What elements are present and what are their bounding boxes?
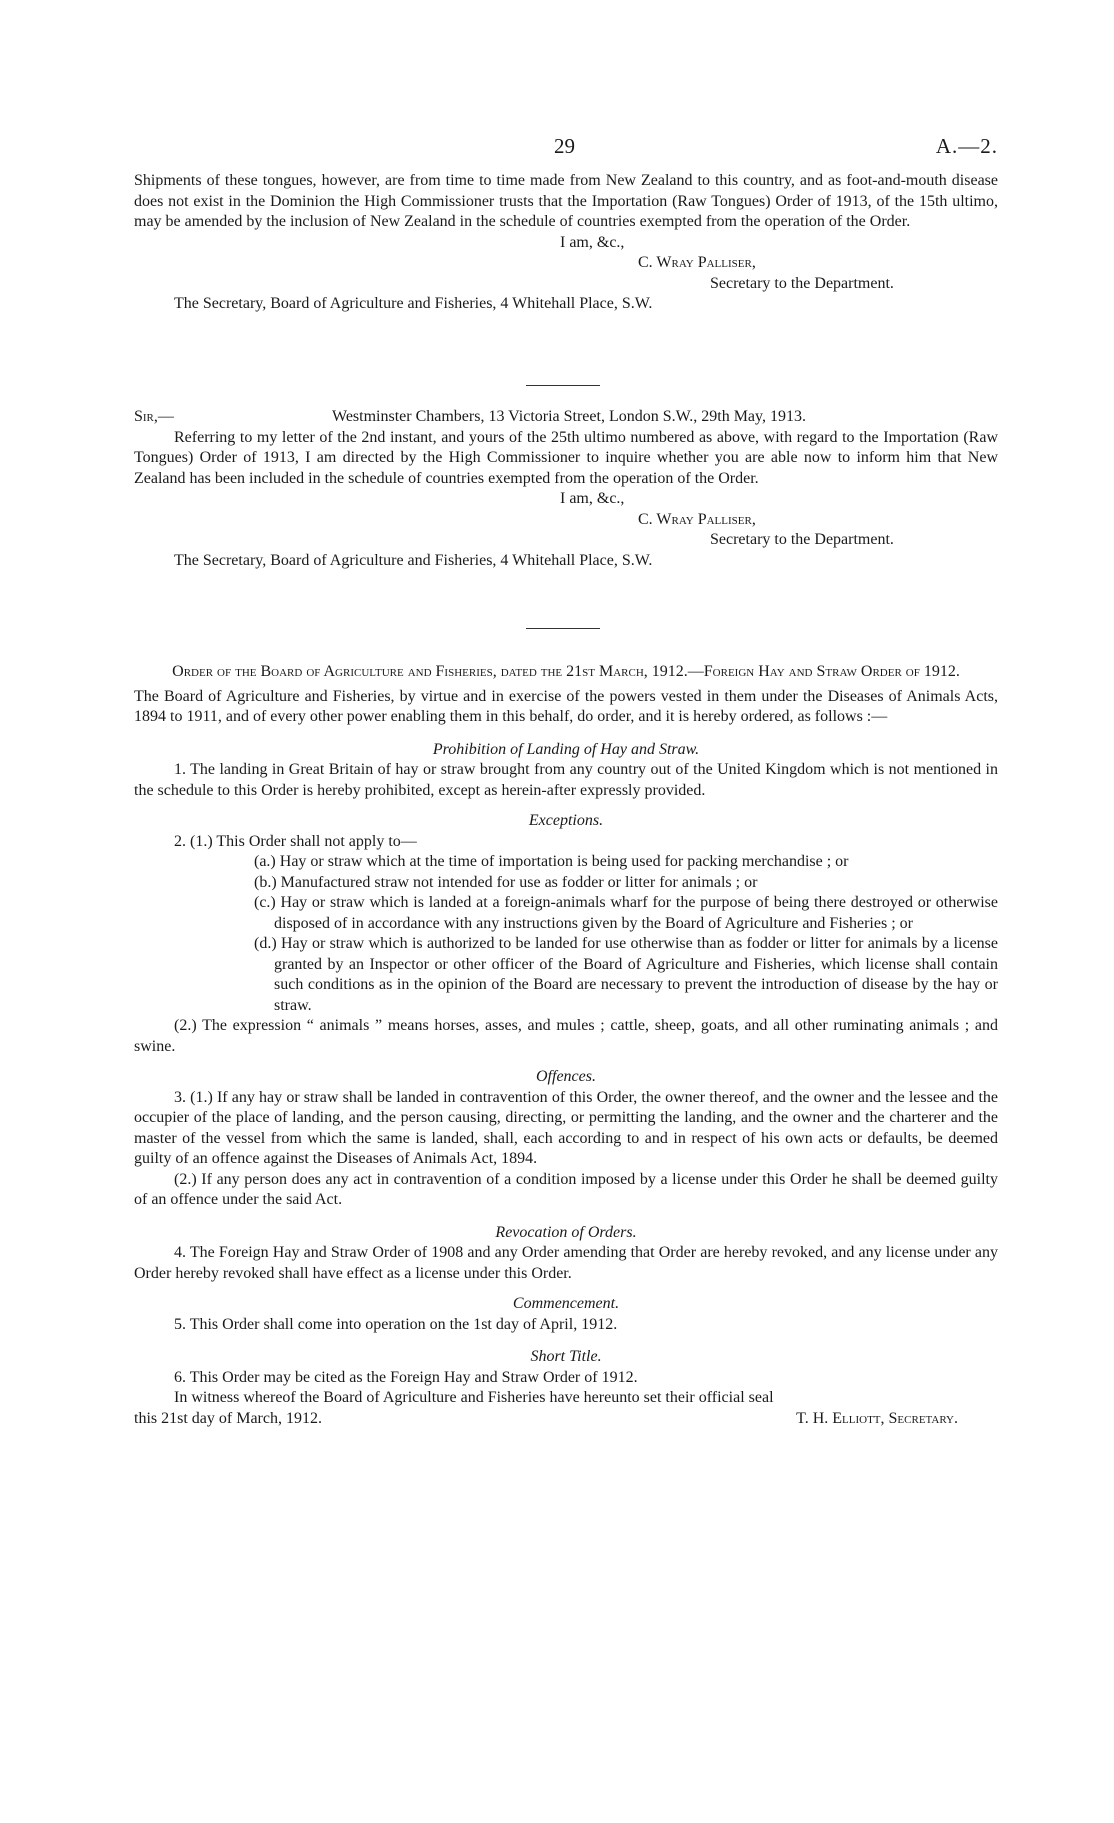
section-3-1: 3. (1.) If any hay or straw shall be landed in contravention of this Order, the owner thereof, and the owner and the lessee and the occupier of the place of landing, and the person causing, directing, or permitting the landing, and the owner and the charterer and the master of the vessel from which the same is landed, shall, each according to and in respect of his own acts or defaults, be deemed guilty of an offence against the Diseases of Animals Act, 1894.: [134, 1088, 998, 1167]
section-2-1: 2. (1.) This Order shall not apply to—: [174, 832, 417, 850]
section-2-d: (d.) Hay or straw which is authorized to be landed for use otherwise than as fodder or litter for animals by a license granted by an Inspector or other officer of the Board of Agriculture and Fisheries, which license shall contain such conditions as in the opinion of the Board are necessary to prevent the introduction of disease by the hay or straw.: [254, 935, 998, 1014]
section-2-2: (2.) The expression “ animals ” means horses, asses, and mules ; cattle, sheep, goats, and all other ruminating animals ; and swine.: [134, 1017, 998, 1055]
letter-1-signatory: C. Wray Palliser,: [638, 254, 756, 271]
letter-2-title: Secretary to the Department.: [710, 531, 894, 548]
section-4: 4. The Foreign Hay and Straw Order of 1908 and any Order amending that Order are hereby revoked, and any license under any Order hereby revoked shall have effect as a license under this Order.: [134, 1244, 998, 1282]
section-2-c: (c.) Hay or straw which is landed at a foreign-animals wharf for the purpose of being there destroyed or otherwise disposed of in accordance with any instructions given by the Board of Agriculture and Fisheries ; or: [254, 894, 998, 932]
document-reference: A.—2.: [935, 134, 998, 158]
order-preamble: The Board of Agriculture and Fisheries, by virtue and in exercise of the powers vested in them under the Diseases of Animals Acts, 1894 to 1911, and of every other power enabling them in this behalf, do order, and it is hereby ordered, as follows :—: [134, 687, 998, 725]
letter-2-addressee: The Secretary, Board of Agriculture and Fisheries, 4 Whitehall Place, S.W.: [174, 551, 653, 569]
heading-exceptions: Exceptions.: [528, 812, 604, 829]
page-number: 29: [554, 134, 575, 158]
section-divider: [526, 385, 600, 386]
heading-commencement: Commencement.: [512, 1295, 620, 1312]
section-3-2: (2.) If any person does any act in contravention of a condition imposed by a license under this Order he shall be deemed guilty of an offence under the said Act.: [134, 1170, 998, 1208]
letter-2-dateline: Westminster Chambers, 13 Victoria Street, London S.W., 29th May, 1913.: [332, 408, 806, 425]
page-header: [134, 136, 998, 160]
order-title: Order of the Board of Agriculture and Fisheries, dated the 21st March, 1912.—Foreign Hay and Straw Order of 1912.: [172, 663, 960, 680]
letter-2: [134, 407, 998, 571]
section-2-b: (b.) Manufactured straw not intended for use as fodder or litter for animals ; or: [254, 873, 758, 891]
letter-1: [134, 171, 998, 315]
order-date: this 21st day of March, 1912.: [134, 1409, 322, 1427]
letter-1-addressee: The Secretary, Board of Agriculture and Fisheries, 4 Whitehall Place, S.W.: [174, 295, 653, 312]
order-section: [134, 662, 998, 1429]
letter-1-title: Secretary to the Department.: [710, 274, 894, 292]
letter-2-signatory: C. Wray Palliser,: [638, 510, 756, 528]
letter-2-closing: I am, &c.,: [560, 490, 625, 507]
section-divider: [526, 628, 600, 629]
letter-2-salutation: Sir,—: [134, 408, 174, 425]
heading-short-title: Short Title.: [530, 1348, 602, 1365]
witness-clause: In witness whereof the Board of Agriculture and Fisheries have hereunto set their official seal: [174, 1389, 774, 1406]
letter-1-closing: I am, &c.,: [560, 233, 625, 251]
letter-2-body: Referring to my letter of the 2nd instant, and yours of the 25th ultimo numbered as above, with regard to the Importation (Raw Tongues) Order of 1913, I am directed by the High Commissioner to inquire whether you are able now to inform him that New Zealand has been included in the schedule of countries exempted from the operation of the Order.: [134, 428, 998, 487]
heading-prohibition: Prohibition of Landing of Hay and Straw.: [432, 740, 700, 758]
heading-revocation: Revocation of Orders.: [495, 1223, 637, 1241]
section-1: 1. The landing in Great Britain of hay or straw brought from any country out of the United Kingdom which is not mentioned in the schedule to this Order is hereby prohibited, except as herein-after expressly provided.: [134, 761, 998, 799]
letter-1-body: Shipments of these tongues, however, are from time to time made from New Zealand to this country, and as foot-and-mouth disease does not exist in the Dominion the High Commissioner trusts that the Importation (Raw Tongues) Order of 1913, of the 15th ultimo, may be amended by the inclusion of New Zealand in the schedule of countries exempted from the operation of the Order.: [134, 172, 998, 230]
section-5: 5. This Order shall come into operation on the 1st day of April, 1912.: [174, 1315, 618, 1333]
heading-offences: Offences.: [536, 1068, 596, 1085]
order-signature: T. H. Elliott, Secretary.: [796, 1409, 958, 1427]
section-6: 6. This Order may be cited as the Foreign Hay and Straw Order of 1912.: [174, 1368, 638, 1386]
section-2-a: (a.) Hay or straw which at the time of importation is being used for packing merchandise ; or: [254, 853, 849, 870]
